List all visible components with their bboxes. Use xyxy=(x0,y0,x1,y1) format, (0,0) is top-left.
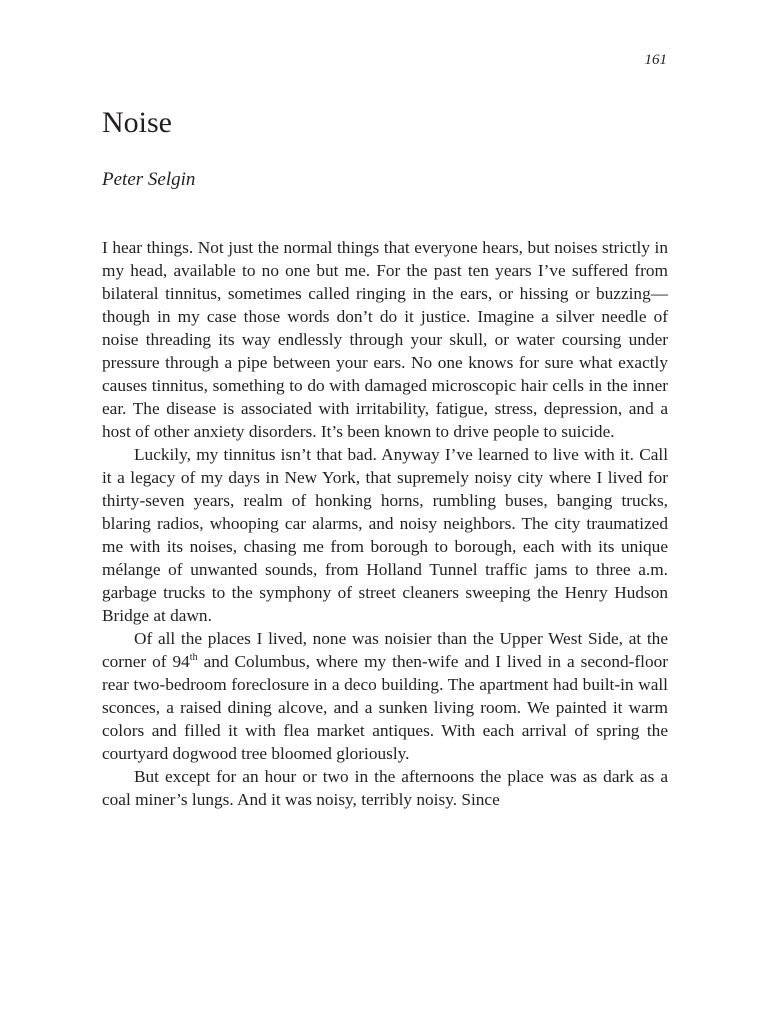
body-text xyxy=(102,236,668,811)
paragraph-3-after: and Columbus, where my then-wife and I lived in a second-floor rear two-bedroom foreclosure in a deco building. The apartment had built-in wall sconces, a raised dining alcove, and a sunken living room. We painted it warm colors and filled it with flea market antiques. With each arrival of spring the courtyard dogwood tree bloomed gloriously. xyxy=(102,652,669,763)
page-number: 161 xyxy=(644,52,667,68)
paragraph-3 xyxy=(102,627,668,765)
paragraph-2: Luckily, my tinnitus isn’t that bad. Anyway I’ve learned to live with it. Call it a legacy of my days in New York, that supremely noisy city where I lived for thirty-seven years, realm of honking horns, rumbling buses, banging trucks, blaring radios, whooping car alarms, and noisy neighbors. The city traumatized me with its noises, chasing me from borough to borough, each with its unique mélange of unwanted sounds, from Holland Tunnel traffic jams to three a.m. garbage trucks to the symphony of street cleaners sweeping the Henry Hudson Bridge at dawn. xyxy=(102,445,668,625)
author-name: Peter Selgin xyxy=(102,169,196,190)
ordinal-suffix: th xyxy=(189,652,198,664)
paragraph-4: But except for an hour or two in the afternoons the place was as dark as a coal miner’s lungs. And it was noisy, terribly noisy. Since xyxy=(102,767,668,809)
essay-title: Noise xyxy=(102,106,172,139)
paragraph-1: I hear things. Not just the normal things that everyone hears, but noises strictly in my head, available to no one but me. For the past ten years I’ve suffered from bilateral tinnitus, sometimes called ringing in the ears, or hissing or buzzing—though in my case those words don’t do it justice. Imagine a silver needle of noise threading its way endlessly through your skull, or water coursing under pressure through a pipe between your ears. No one knows for sure what exactly causes tinnitus, something to do with damaged microscopic hair cells in the inner ear. The disease is associated with irritability, fatigue, stress, depression, and a host of other anxiety disorders. It’s been known to drive people to suicide. xyxy=(102,238,668,441)
paragraph-3-before: Of all the places I lived, none was noisier than the Upper West Side, at the corner of 94 xyxy=(102,629,668,671)
